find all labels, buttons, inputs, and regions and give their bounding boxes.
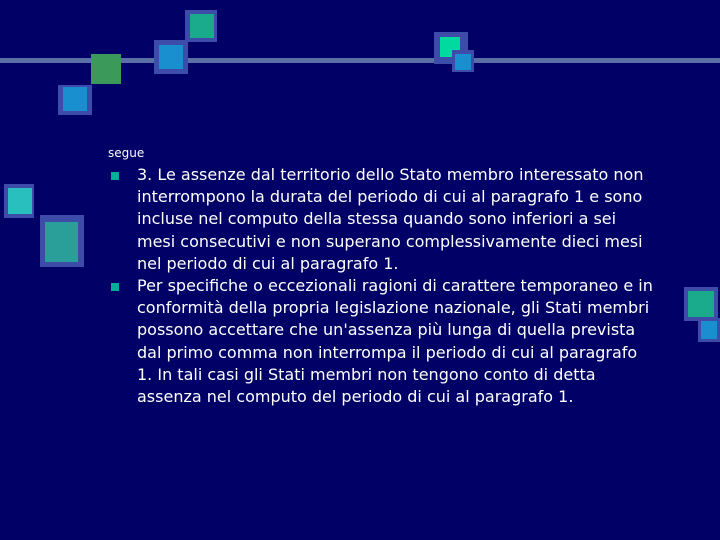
bullet-text-2: Per specifiche o eccezionali ragioni di carattere temporaneo e in conformità della propria legislazione nazionale, gli Stati membri possono accettare che un'assenza più lunga di quella prevista dal primo comma non interrompa il periodo di cui al paragrafo 1. In tali casi gli Stati membri non tengono conto di detta assenza nel computo del periodo di cui al paragrafo 1. <box>137 276 653 407</box>
bullet-square-icon <box>111 283 119 291</box>
decorative-square <box>63 87 87 111</box>
decorative-square <box>91 54 121 84</box>
bullet-item-2 <box>110 275 655 408</box>
decorative-square <box>701 321 717 339</box>
decorative-square <box>455 54 471 70</box>
slide-caption: segue <box>108 146 145 160</box>
decorative-line-end <box>440 58 720 63</box>
decorative-square <box>159 45 183 69</box>
bullet-square-icon <box>111 172 119 180</box>
decorative-square <box>8 188 32 214</box>
decorative-square <box>688 291 714 317</box>
bullet-text-1: 3. Le assenze dal territorio dello Stato membro interessato non interrompono la durata del periodo di cui al paragrafo 1 e sono incluse nel computo della stessa quando sono inferiori a sei mesi consecutivi e non superano complessivamente dieci mesi nel periodo di cui al paragrafo 1. <box>137 165 644 273</box>
bullet-item-1 <box>110 164 655 275</box>
decorative-square <box>45 222 78 262</box>
decorative-square <box>190 14 214 38</box>
bullet-list <box>110 164 655 408</box>
